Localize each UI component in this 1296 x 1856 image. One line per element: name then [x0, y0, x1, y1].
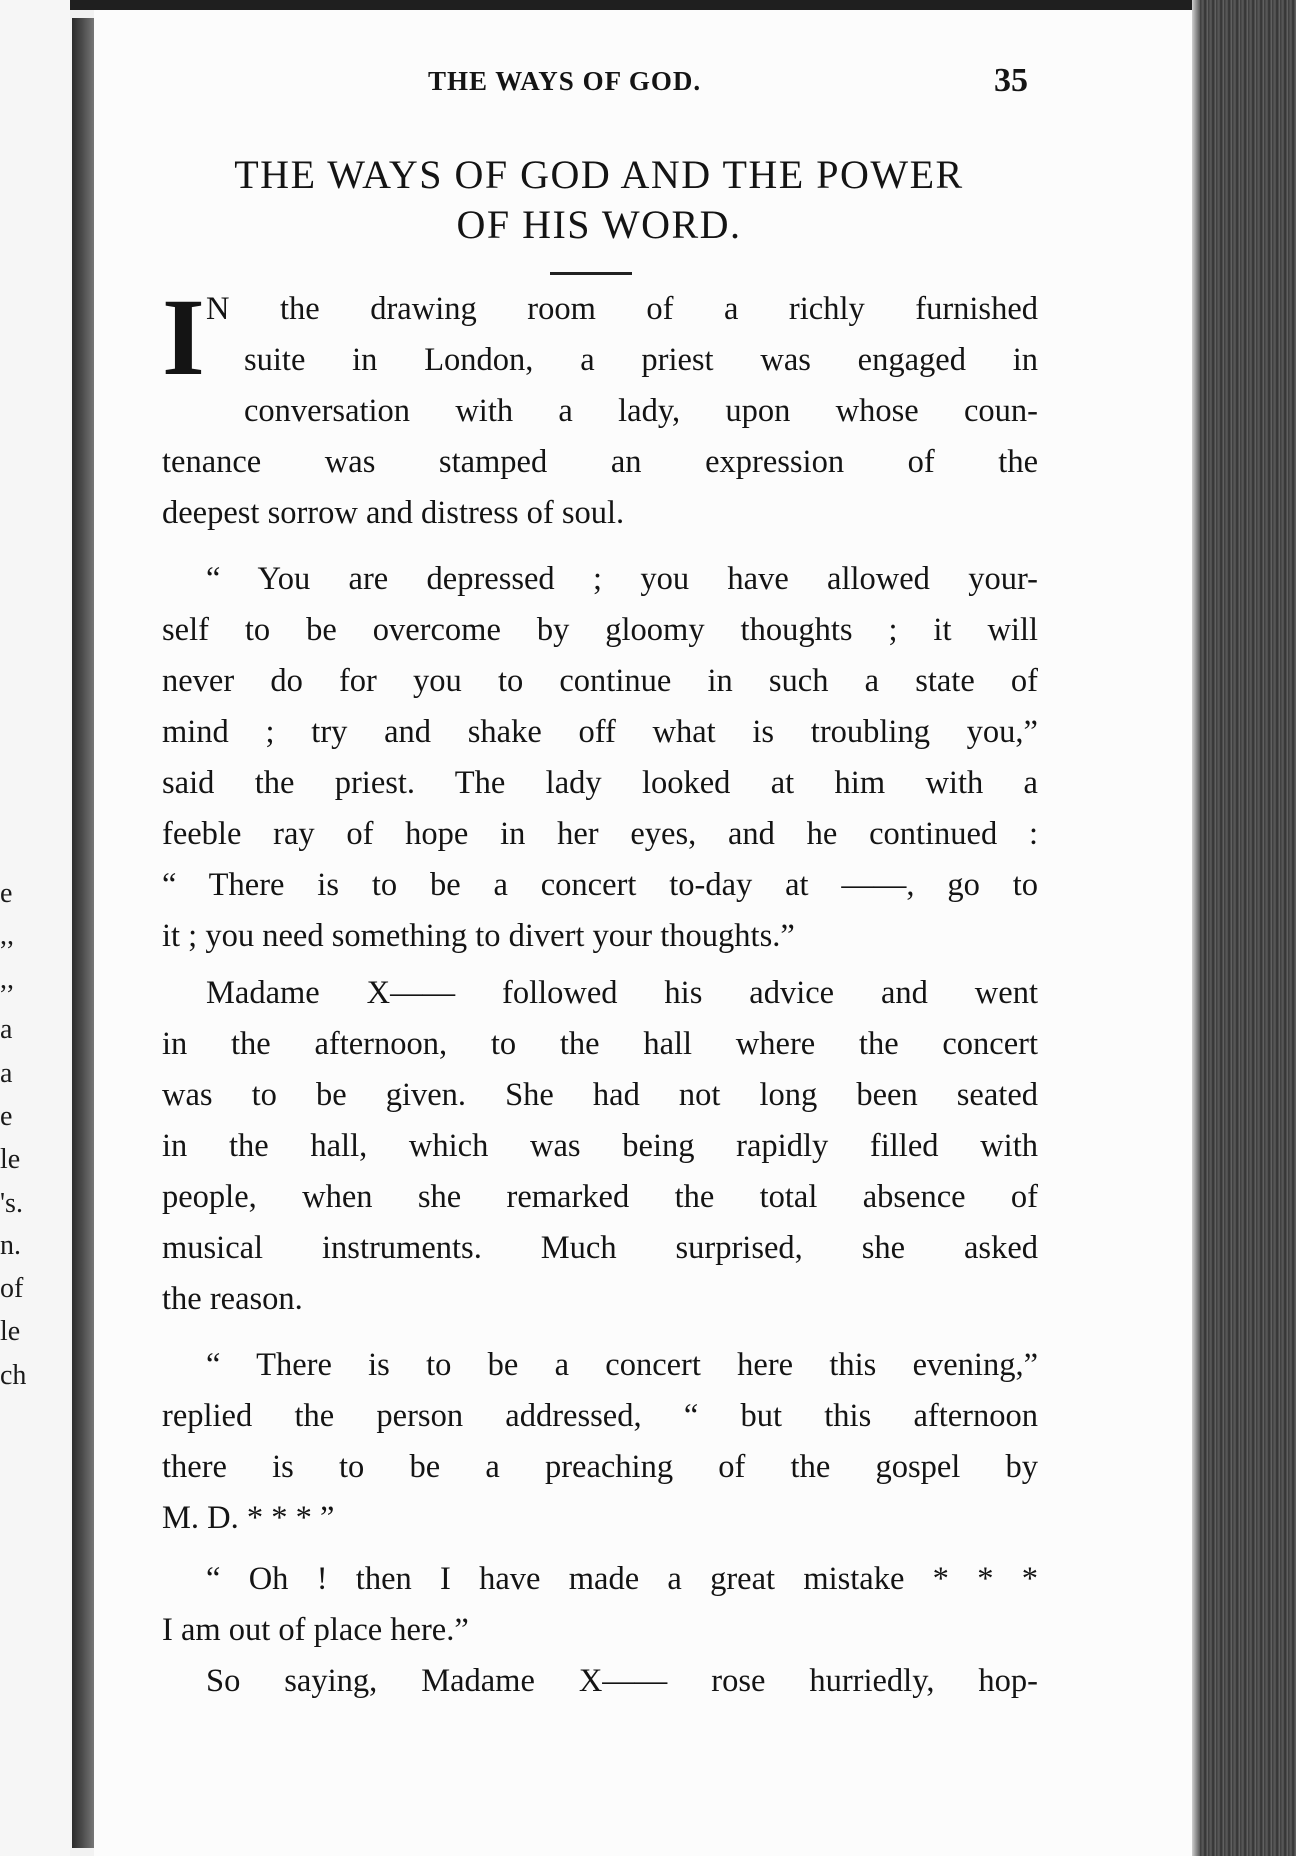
- facing-page-fragment: ch: [0, 1360, 27, 1391]
- facing-page-fragment: a: [0, 1058, 13, 1089]
- facing-page-fragment: le: [0, 1316, 21, 1347]
- facing-page-fragment: ,,: [0, 964, 14, 995]
- chapter-title-line: OF HIS WORD.: [456, 202, 742, 247]
- text-line: “ Oh ! then I have made a great mistake * * *: [206, 1561, 1038, 1597]
- text-line: in the hall, which was being rapidly filled with: [162, 1128, 1038, 1164]
- facing-page-edge: [0, 0, 70, 1856]
- paragraph-1: [162, 276, 1038, 539]
- paragraph-4: [162, 1340, 1038, 1544]
- paragraph-3: [162, 968, 1038, 1325]
- paragraph-6: [162, 1656, 1038, 1707]
- chapter-title: [160, 150, 1038, 250]
- scan-top-border: [70, 0, 1200, 10]
- text-line: tenance was stamped an expression of the: [162, 444, 1038, 480]
- text-line: replied the person addressed, “ but this afternoon: [162, 1398, 1038, 1434]
- text-line: I am out of place here.”: [162, 1612, 469, 1648]
- text-line: it ; you need something to divert your thoughts.”: [162, 918, 795, 954]
- text-line: “ You are depressed ; you have allowed your-: [206, 561, 1038, 597]
- text-line: feeble ray of hope in her eyes, and he continued :: [162, 816, 1038, 852]
- page-stack-edge: [1200, 0, 1296, 1856]
- text-line: suite in London, a priest was engaged in: [244, 342, 1038, 378]
- text-line: Madame X—— followed his advice and went: [206, 975, 1038, 1011]
- page-number: 35: [994, 62, 1028, 99]
- text-line: the reason.: [162, 1281, 303, 1317]
- paragraph-5: [162, 1554, 1038, 1656]
- text-line: “ There is to be a concert to-day at ——, go to: [162, 867, 1038, 903]
- text-line: in the afternoon, to the hall where the concert: [162, 1026, 1038, 1062]
- facing-page-fragment: n.: [0, 1230, 21, 1261]
- title-rule: [550, 272, 632, 275]
- binding-gutter: [72, 18, 94, 1848]
- text-line: self to be overcome by gloomy thoughts ; it will: [162, 612, 1038, 648]
- paragraph-2: [162, 554, 1038, 962]
- facing-page-fragment: ,,: [0, 920, 14, 951]
- facing-page-fragment: e: [0, 1101, 13, 1132]
- chapter-title-line: THE WAYS OF GOD AND THE POWER: [234, 152, 964, 197]
- text-line: people, when she remarked the total absence of: [162, 1179, 1038, 1215]
- facing-page-fragment: a: [0, 1014, 13, 1045]
- text-line: was to be given. She had not long been seated: [162, 1077, 1038, 1113]
- running-head: THE WAYS OF GOD.: [428, 66, 702, 96]
- text-line: conversation with a lady, upon whose coun-: [244, 393, 1038, 429]
- facing-page-fragment: le: [0, 1144, 21, 1175]
- facing-page-fragment: e: [0, 878, 13, 909]
- text-line: “ There is to be a concert here this evening,”: [206, 1347, 1038, 1383]
- text-line: said the priest. The lady looked at him with a: [162, 765, 1038, 801]
- text-line: N the drawing room of a richly furnished: [206, 291, 1038, 327]
- text-line: never do for you to continue in such a state of: [162, 663, 1038, 699]
- text-line: M. D. * * * ”: [162, 1500, 335, 1536]
- drop-cap: I: [162, 276, 205, 398]
- text-line: there is to be a preaching of the gospel by: [162, 1449, 1038, 1485]
- facing-page-fragment: of: [0, 1273, 24, 1304]
- facing-page-fragment: 's.: [0, 1188, 23, 1219]
- text-line: deepest sorrow and distress of soul.: [162, 495, 625, 531]
- text-line: mind ; try and shake off what is troubling you,”: [162, 714, 1038, 750]
- text-line: musical instruments. Much surprised, she asked: [162, 1230, 1038, 1266]
- text-line: So saying, Madame X—— rose hurriedly, hop-: [206, 1663, 1038, 1699]
